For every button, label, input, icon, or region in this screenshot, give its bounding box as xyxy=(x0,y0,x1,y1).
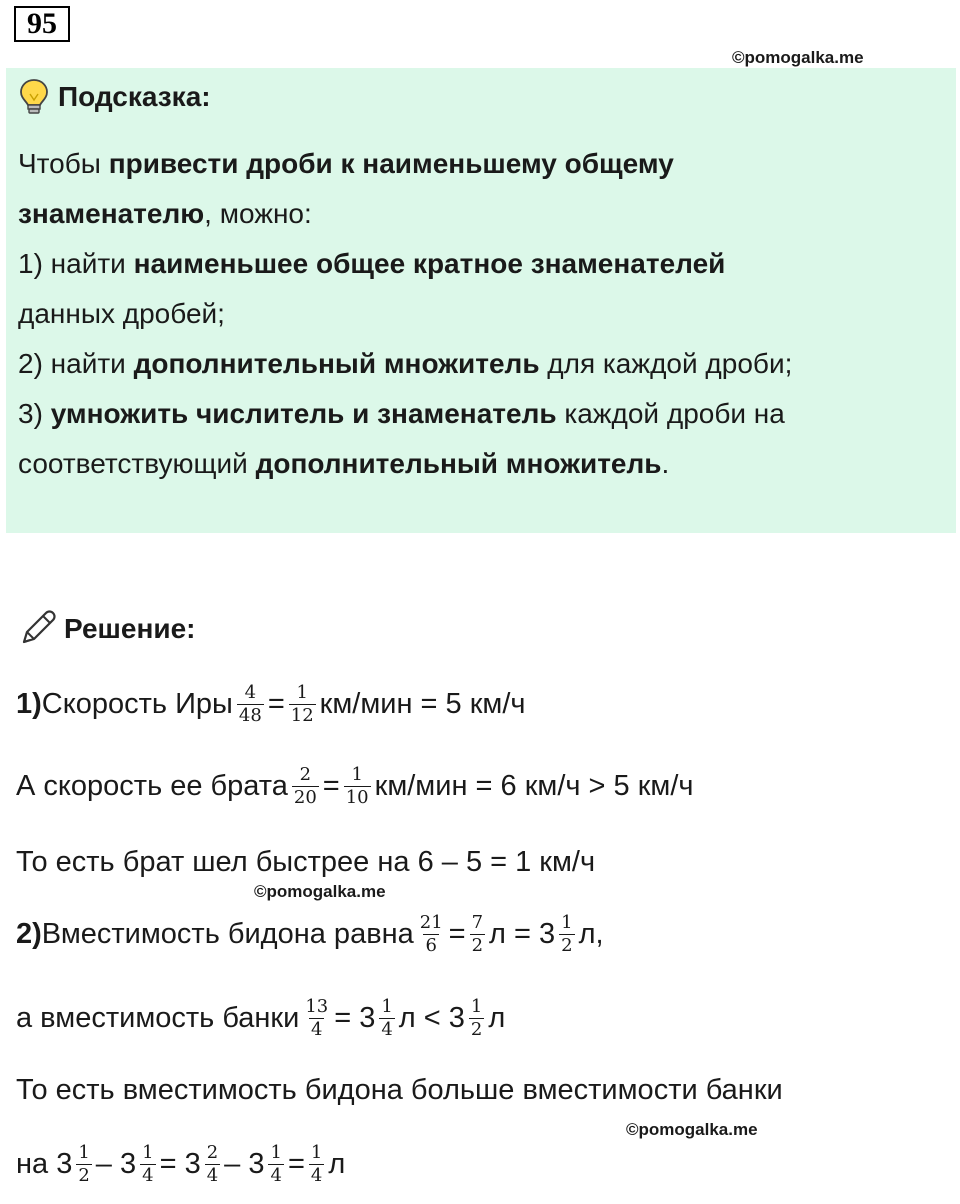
fraction: $\frac{1}{4}$ xyxy=(310,1141,323,1186)
fraction: $\frac{1}{2}$ xyxy=(78,1141,90,1186)
lightbulb-icon xyxy=(18,78,50,116)
hint-title: Подсказка: xyxy=(58,81,211,112)
solution-title: Решение: xyxy=(64,613,196,644)
fraction: $\frac{1}{4}$ xyxy=(270,1141,282,1186)
solution-line-2: А скорость ее брата $\frac{2}{20}$ = $\frac{1}{10}$ км/мин = 6 км/ч > 5 км/ч xyxy=(16,763,694,808)
solution-line-4: 2) Вместимость бидона равна $\frac{21}{6}$ = $\frac{7}{2}$ л = 3 $\frac{1}{2}$ л, xyxy=(16,911,604,956)
solution-line-1: 1) Скорость Иры $\frac{4}{48}$ = $\frac{1}{12}$ км/мин = 5 км/ч xyxy=(16,681,526,726)
task-number: 95 xyxy=(14,6,70,42)
fraction: $\frac{1}{4}$ xyxy=(381,995,393,1040)
fraction: $\frac{1}{2}$ xyxy=(470,995,483,1040)
hint-line-4: данных дробей; xyxy=(18,298,225,329)
fraction: $\frac{4}{48}$ xyxy=(238,681,262,726)
fraction: $\frac{2}{20}$ xyxy=(293,763,317,808)
hint-line-1: Чтобы привести дроби к наименьшему общему xyxy=(18,148,674,179)
watermark-middle: ©pomogalka.me xyxy=(254,882,386,901)
hint-line-6: 3) умножить числитель и знаменатель каждой дроби на xyxy=(18,398,785,429)
solution-line-6: То есть вместимость бидона больше вместимости банки xyxy=(16,1073,783,1106)
hint-line-7: соответствующий дополнительный множитель. xyxy=(18,448,670,479)
hint-line-5: 2) найти дополнительный множитель для каждой дроби; xyxy=(18,348,793,379)
hint-line-3: 1) найти наименьшее общее кратное знаменателей xyxy=(18,248,726,279)
pencil-icon xyxy=(18,608,58,648)
solution-line-3: То есть брат шел быстрее на 6 – 5 = 1 км/ч xyxy=(16,845,596,878)
solution-line-7: на 3 $\frac{1}{2}$ – 3 $\frac{1}{4}$ = 3 $\frac{2}{4}$ – 3 $\frac{1}{4}$ = $\frac{1}{4}$ л xyxy=(16,1141,346,1186)
watermark-top: ©pomogalka.me xyxy=(732,48,864,67)
fraction: $\frac{1}{4}$ xyxy=(142,1141,154,1186)
fraction: $\frac{1}{12}$ xyxy=(290,681,314,726)
fraction: $\frac{13}{4}$ xyxy=(305,995,329,1040)
fraction: $\frac{2}{4}$ xyxy=(206,1141,219,1186)
solution-line-5: а вместимость банки $\frac{13}{4}$ = 3 $\frac{1}{4}$ л < 3 $\frac{1}{2}$ л xyxy=(16,995,506,1040)
fraction: $\frac{21}{6}$ xyxy=(419,911,443,956)
hint-line-2: знаменателю, можно: xyxy=(18,198,312,229)
fraction: $\frac{1}{10}$ xyxy=(345,763,369,808)
watermark-bottom: ©pomogalka.me xyxy=(626,1120,758,1139)
fraction: $\frac{1}{2}$ xyxy=(561,911,573,956)
fraction: $\frac{7}{2}$ xyxy=(471,911,484,956)
